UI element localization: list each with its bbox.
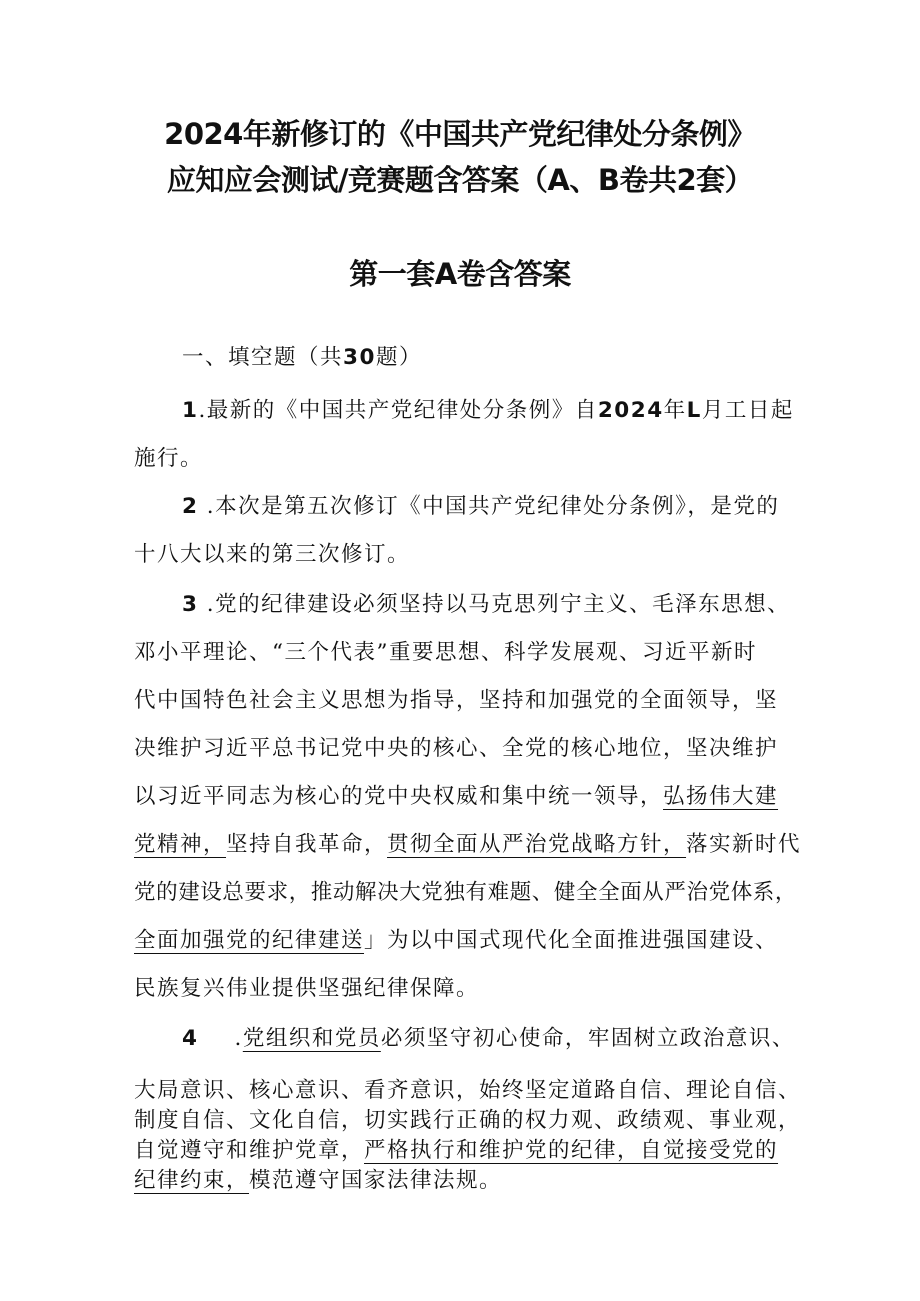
question-number: 4 <box>182 1026 199 1051</box>
question-3-line-9: 民族复兴伟业提供坚强纪律保障。 <box>134 976 480 1001</box>
question-4-line-1: 4 .党组织和党员必须坚守初心使命，牢固树立政治意识、 <box>182 1026 795 1051</box>
answer-blank: 弘扬伟大建 <box>663 784 779 809</box>
question-4-line-2: 大局意识、核心意识、看齐意识，始终坚定道路自信、理论自信、 <box>134 1078 802 1103</box>
answer-blank: 贯彻全面从严治党战略方针， <box>387 832 687 857</box>
question-3-line-1: 3 .党的纪律建设必须坚持以马克思列宁主义、毛泽东思想、 <box>182 592 791 617</box>
question-number: 2 <box>182 494 199 519</box>
section-heading: 一、填空题（共30题） <box>182 345 422 370</box>
question-3-line-3: 代中国特色社会主义思想为指导，坚持和加强党的全面领导，坚 <box>134 688 779 713</box>
question-count: 30 <box>343 345 376 370</box>
document-title-line-2: 应知应会测试/竞赛题含答案（A、B卷共2套） <box>166 163 754 197</box>
question-4-line-5: 纪律约束，模范遵守国家法律法规。 <box>134 1168 503 1193</box>
question-number: 3 <box>182 592 199 617</box>
question-1-line-1: 1.最新的《中国共产党纪律处分条例》自2024年L月工日起 <box>182 398 794 423</box>
question-number: 1 <box>182 398 199 423</box>
question-3-line-7: 党的建设总要求，推动解决大党独有难题、健全全面从严治党体系， <box>134 880 798 905</box>
answer-blank: 严格执行和维护党的纪律，自觉接受党的 <box>364 1138 779 1163</box>
set-subtitle: 第一套A卷含答案 <box>349 257 571 291</box>
answer-blank: 全面加强党的纪律建送 <box>134 928 365 953</box>
question-3-line-4: 决维护习近平总书记党中央的核心、全党的核心地位，坚决维护 <box>134 736 779 761</box>
question-3-line-5: 以习近平同志为核心的党中央权威和集中统一领导，弘扬伟大建 <box>134 784 779 809</box>
question-1-line-2: 施行。 <box>134 446 204 471</box>
question-4-line-4: 自觉遵守和维护党章，严格执行和维护党的纪律，自觉接受党的 <box>134 1138 779 1163</box>
answer-blank: 纪律约束， <box>134 1168 250 1193</box>
answer-blank: 党组织和党员 <box>242 1026 381 1051</box>
question-3-line-2: 邓小平理论、“三个代表”重要思想、科学发展观、习近平新时 <box>134 640 757 665</box>
question-2-line-2: 十八大以来的第三次修订。 <box>134 542 411 567</box>
question-2-line-1: 2 .本次是第五次修订《中国共产党纪律处分条例》，是党的 <box>182 494 780 519</box>
answer-blank: 党精神， <box>134 832 227 857</box>
question-3-line-8: 全面加强党的纪律建送」为以中国式现代化全面推进强国建设、 <box>134 928 779 953</box>
document-title-line-1: 2024年新修订的《中国共产党纪律处分条例》 <box>164 117 756 151</box>
question-4-line-3: 制度自信、文化自信，切实践行正确的权力观、政绩观、事业观， <box>134 1108 802 1133</box>
question-3-line-6: 党精神，坚持自我革命，贯彻全面从严治党战略方针，落实新时代 <box>134 832 802 857</box>
